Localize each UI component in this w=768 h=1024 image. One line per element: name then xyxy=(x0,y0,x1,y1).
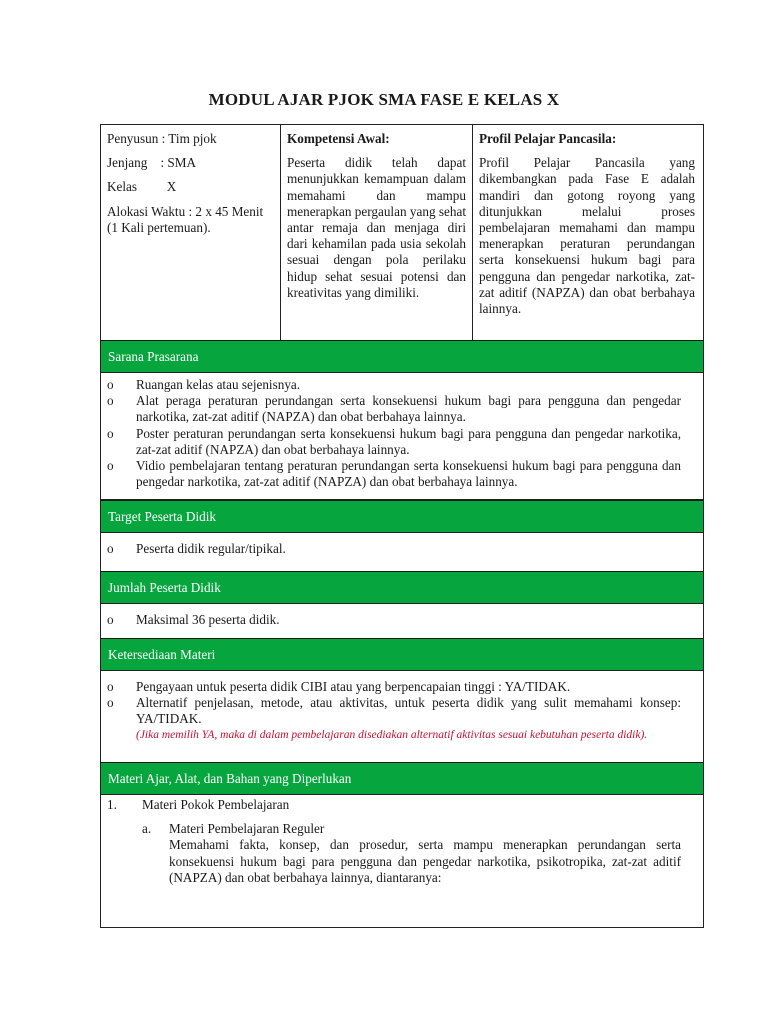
ketersediaan-note: (Jika memilih YA, maka di dalam pembelajaran disediakan alternatif aktivitas sesuai kebutuhan peserta didik). xyxy=(136,728,648,741)
ketersediaan-heading: Ketersediaan Materi xyxy=(101,638,703,670)
profil-heading: Profil Pelajar Pancasila: xyxy=(479,131,617,146)
sarana-section xyxy=(100,372,704,500)
bullet-marker: o xyxy=(107,695,114,711)
list-item: o Maksimal 36 peserta didik. xyxy=(107,612,280,627)
profil-text: Profil Pelajar Pancasila yang dikembangkan pada Fase E adalah mandiri dan gotong royong yang ditunjukkan melalui proses pembelajaran memahami dan mampu menerapkan peraturan perundangan serta konsekuensi hukum bagi para pengguna dan pengedar narkotika, zat-zat aditif (NAPZA) dan obat berbahaya lainnya. xyxy=(479,155,695,317)
materi-heading: Materi Ajar, Alat, dan Bahan yang Diperlukan xyxy=(101,762,703,794)
list-item: o Pengayaan untuk peserta didik CIBI atau yang berpencapaian tinggi : YA/TIDAK. xyxy=(107,679,571,694)
materi-pokok-label: Materi Pokok Pembelajaran xyxy=(142,797,290,812)
sub-item-title: Materi Pembelajaran Reguler xyxy=(169,821,325,837)
sarana-heading: Sarana Prasarana xyxy=(101,340,703,372)
list-item: o Poster peraturan perundangan serta konsekuensi hukum bagi para pengguna dan pengedar narkotika, zat-zat aditif (NAPZA) dan obat berbahaya lainnya. xyxy=(107,425,681,457)
materi-section xyxy=(101,794,703,927)
document-title: MODUL AJAR PJOK SMA FASE E KELAS X xyxy=(208,90,560,109)
profil-column xyxy=(473,125,701,340)
list-item: o Ruangan kelas atau sejenisnya. xyxy=(107,377,301,392)
bullet-marker: o xyxy=(107,612,114,627)
list-item: o Vidio pembelajaran tentang peraturan perundangan serta konsekuensi hukum bagi para pengguna dan pengedar narkotika, zat-zat aditif (NAPZA) dan obat berbahaya lainnya. xyxy=(107,458,681,490)
kompetensi-column xyxy=(281,125,473,340)
module-table xyxy=(100,124,704,928)
bullet-marker: o xyxy=(107,541,114,556)
letter-marker: a. xyxy=(142,821,152,837)
bullet-marker: o xyxy=(107,458,114,474)
target-heading: Target Peserta Didik xyxy=(101,500,703,532)
list-item: o Alat peraga peraturan perundangan serta konsekuensi hukum bagi para pengguna dan pengedar narkotika, zat-zat aditif (NAPZA) dan obat berbahaya lainnya. xyxy=(107,393,681,425)
penyusun-text: Penyusun : Tim pjok xyxy=(107,131,217,146)
header-row xyxy=(101,124,703,340)
jumlah-heading: Jumlah Peserta Didik xyxy=(101,571,703,603)
kelas-text: Kelas X xyxy=(107,179,177,195)
bullet-marker: o xyxy=(107,393,114,409)
bullet-marker: o xyxy=(107,679,114,694)
alokasi-text: Alokasi Waktu : 2 x 45 Menit (1 Kali pertemuan). xyxy=(107,203,264,235)
jumlah-section xyxy=(101,603,703,638)
jenjang-text: Jenjang : SMA xyxy=(107,155,197,171)
numbered-item xyxy=(107,797,681,813)
info-column xyxy=(101,125,281,340)
bullet-marker: o xyxy=(107,425,114,441)
number-marker: 1. xyxy=(107,797,117,812)
list-item: o Peserta didik regular/tipikal. xyxy=(107,541,286,556)
kompetensi-heading: Kompetensi Awal: xyxy=(287,131,390,146)
sub-item-a xyxy=(142,821,681,886)
kompetensi-text: Peserta didik telah dapat menunjukkan kemampuan dalam memahami dan mampu menerapkan pergaulan yang sehat antar remaja dan menjaga diri dari kehamilan pada usia sekolah sesuai dengan pola perilaku hidup sehat sesuai potensi dan kreativitas yang dimiliki. xyxy=(287,155,466,300)
list-item: o Alternatif penjelasan, metode, atau aktivitas, untuk peserta didik yang sulit memahami konsep: YA/TIDAK. xyxy=(107,695,681,727)
bullet-marker: o xyxy=(107,377,114,392)
target-section xyxy=(101,532,703,571)
ketersediaan-section xyxy=(101,670,703,762)
sub-item-text: Memahami fakta, konsep, dan prosedur, serta mampu menerapkan perundangan serta konsekuensi hukum bagi para pengguna dan pengedar narkotika, psikotropika, zat-zat aditif (NAPZA) dan obat berbahaya lainnya, diantaranya: xyxy=(169,837,681,885)
